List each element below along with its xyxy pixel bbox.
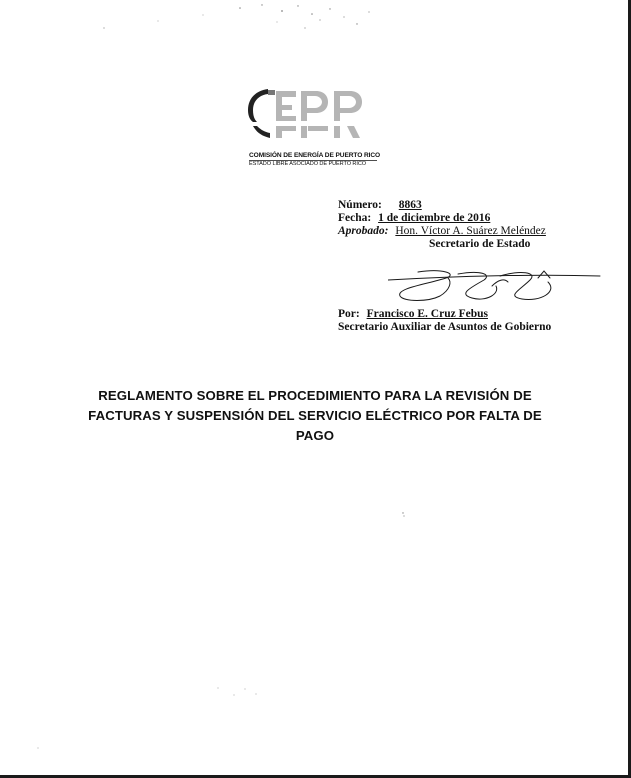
numero-label: Número: bbox=[338, 199, 382, 211]
fecha-row bbox=[338, 212, 490, 224]
title-line-3: PAGO bbox=[295, 428, 335, 443]
handwritten-signature bbox=[388, 266, 608, 311]
document-title bbox=[70, 386, 560, 446]
title-line-1: REGLAMENTO SOBRE EL PROCEDIMIENTO PARA LA REVISIÓN DE bbox=[98, 388, 532, 403]
logo-org-name: COMISIÓN DE ENERGÍA DE PUERTO RICO bbox=[249, 152, 381, 159]
fecha-label: Fecha: bbox=[338, 212, 372, 224]
por-title: Secretario Auxiliar de Asuntos de Gobierno bbox=[338, 321, 552, 333]
aprobado-row bbox=[338, 225, 546, 237]
por-row bbox=[338, 308, 488, 320]
numero-row bbox=[338, 199, 422, 211]
title-line-2: FACTURAS Y SUSPENSIÓN DEL SERVICIO ELÉCTRICO POR FALTA DE bbox=[88, 408, 542, 423]
cepr-logo-mark bbox=[244, 88, 384, 152]
por-label: Por: bbox=[338, 308, 360, 320]
aprobado-label: Aprobado: bbox=[338, 225, 389, 237]
logo-rule bbox=[249, 160, 377, 162]
numero-value: 8863 bbox=[398, 199, 422, 211]
aprobado-value: Hon. Víctor A. Suárez Meléndez bbox=[395, 225, 546, 237]
fecha-value: 1 de diciembre de 2016 bbox=[378, 212, 491, 224]
logo-org-subtitle: ESTADO LIBRE ASOCIADO DE PUERTO RICO bbox=[249, 161, 367, 167]
por-value: Francisco E. Cruz Febus bbox=[366, 308, 488, 320]
aprobado-title: Secretario de Estado bbox=[429, 238, 531, 250]
